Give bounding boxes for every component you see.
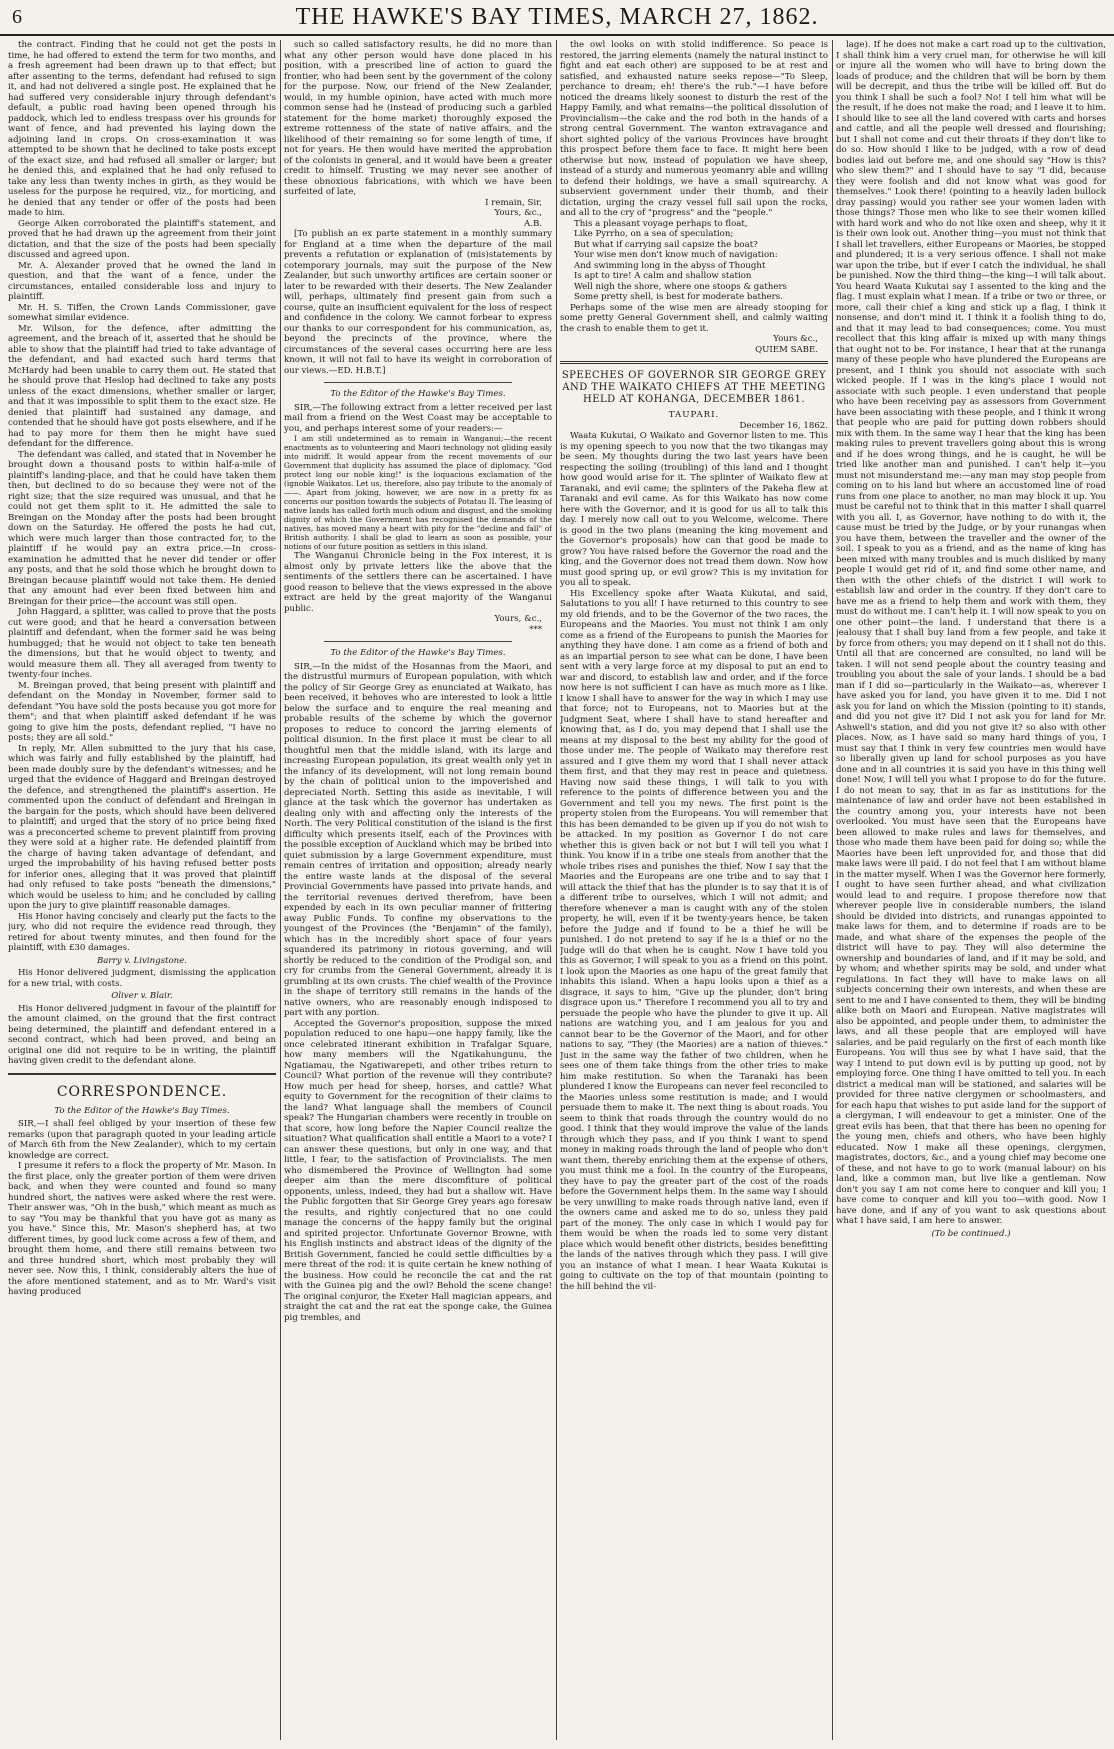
dateline-date: December 16, 1862. [739,420,828,431]
paragraph: Mr. A. Alexander proved that he owned the land in question, and that the want of a fence, under the circumstances, entailed considerable loss and injury to plaintiff. [8,260,276,302]
verse-line: Some pretty shell, is best for moderate bathers. [574,292,783,302]
verse-line: Your wise men don't know much of navigation: [574,250,778,260]
paragraph: His Honor delivered judgment in favour of the plaintiff for the amount claimed, on the ground that the first contract being determined, the plaintiff and defendant entered in a second contract, which had been proved, and being an original one did not require to be in writing, the plaintiff having given credit to the defendant alone. [8,1003,276,1066]
verse-line: This a pleasant voyage perhaps to float, [574,218,748,229]
letter-heading: To the Editor of the Hawke's Bay Times. [54,1105,230,1116]
paragraph: lage). If he does not make a cart road up to the cultivation, I shall think him a very cruel man, for otherwise he will kill or injure all the women who will have to bring down the loads of produce; and the children that will be born by them will be decrepit, and thus the tribe will be killed off. But do you think I shall be such a fool? No! I tell him what will be the result, if he does not make the road; and I leave it to him. I should like to see all the land covered with carts and horses and cattle, and all the people well dressed and flourishing; but I shall not come and cut their throats if they don't like to do so. How should I like to be judged, with a row of dead bodies laid out before me, and one should say "How is this? who slew them?" and I should have to say "I did, because they were foolish and did not know what was good for themselves." Look there! (pointing to a heavily laden bullock dray passing) would you rather see your women laden with those things? Those men who like to see their women killed with hard work and who do not like oxen and sheep, why it it is their own look out. Another thing—you must not think that I shall let travellers, either Europeans or Maories, be stopped and plundered; it is a very serious offence. I shall not make war upon the tribe, but if ever I catch the individual, he shall be punished. Now the third thing—the king—I will talk about. You heard Waata Kukutai say I assented to the king and the flag. I must explain what I mean. If a tribe or two or three, or more, call their chief a king and stick up a flag, I think it nonsense, and don't mind it. I think it a foolish thing to do, and that it may lead to bad consequences; come. You must recollect that this king affair is mixed up with many things that ought not to be. For instance, I hear that at the runanga many of these people who have plundered the Europeans are present, and I think you should not associate with such wicked people. If I was in the king's place I would not associate with such people. I even understand that people who have been receiving pay as assessors from Government have been associating with these people, and I think it wrong that people who are paid for putting down robbers should mix with them. In the same way I hear that the king has been making rules to prevent travellers going about this is wrong and if he does wrong things, and he is caught, he will be tried like another man and punished. I can't help it—you must not misunderstand me:—any man may stop people from coming on to his land but where an accustomed line of road runs from one place to another, no man may block it up. You must be careful not to think that in this matter I shall quarrel with you all. I, as Governor, have nothing to do with it, the cause must be tried by the Judge, or by your runangas when you have them, between the traveller and the owner of the soil. I speak to you as a friend, and as the name of king has been mixed with many troubles and is much disliked by many people I would get rid of it, and find some other name, and then with the other chiefs of the district I will work to establish law and order in the country. If they don't care to have me as a friend to help them and work with them, they must do without me. I can't help it. I will now speak to you on one other point—the land. I understand that there is a jealousy that I shall buy land from a few people, and take it by force from others; you may depend on it I shall not do this. Until all that are concerned are consulted, no land will be taken. I will not send people about the country teasing and troubling you about the sale of your lands. I should be a bad man if I did so—particularly in the Waikato—as, wherever I have asked you for land, you have given it to me. Did I not ask you for land on which the Mission (pointing to it) stands, and did you not give it? Did I not ask you for land for Mr. Ashwell's station, and did you not give it? so also with other places. Now, as I have said so many hard things of you, I must say that I think in very few countries men would have so liberally given up land for school purposes as you have done and in all countries it is said you have in this thing well done! Now, I will tell you what I propose to do for the future. I do not mean to say, that in as far as institutions for the maintenance of law and order have not been established in the country among you, your interests have not been overlooked. You must have seen that the Europeans have been allowed to make rules and laws for themselves, and those who made them have been paid for doing so; while the Maories have been left unprovided for, and those that did make laws were ill paid. I do not feel that I am without blame in the matter myself. When I was the Governor here formerly, I ought to have seen further ahead, and what civilization would lead to and require. I propose therefore now that wherever people live in considerable numbers, the island should be divided into districts, and runangas appointed to make laws for them, and to determine if roads are to be made, and what share of the expenses the people of the district will have to pay. They will also determine the ownership and boundaries of land, and if it may be sold, and by whom; and whether spirits may be sold, and under what regulations. In fact they will have to make laws on all subjects concerning their own interests, and when these are sent to me and I have consented to them, they will be binding alike both on Maori and European. Native magistrates will also be appointed, and people under them, to administer the laws, and all these people that are employed will have salaries, and be paid regularly on the first of each month like Europeans. You will thus see by what I have said, that the way I intend to put down evil is by putting up good, not by employing force. One thing I have omitted to tell you. In each district a medical man will be stationed, and salaries will be provided for three native clergymen or schoolmasters, and for each hapu that wishes to put aside land for the support of a clergyman, I will endeavour to get a minister. One of the great evils has been, that that there has been no opening for the young men, chiefs and others, who have been highly educated. Now I make all these openings, clergymen, magistrates, doctors, &c., and a young chief may become one of these, and not have to go to work (manual labour) on his land, like a common man, but live like a gentleman. Now don't you say I am not come here to conquer and kill you; I have come to conquer and kill you too—with good. Now I have done, and if any of you want to ask questions about what I have said, I am here to answer. [836,40,1106,1226]
column-3 [560,40,828,1740]
signature-line: Yours &c., [773,334,818,344]
divider [324,382,512,383]
dateline-place: TAUPARI. [668,410,720,420]
paragraph: such so called satisfactory results, he did no more than what any other person would have done placed in his position, with a prescribed line of action to guard the frontier, who had been sent by the government of the colony for the purpose. Now, our friend of the New Zealander, would, in my humble opinion, have acted with much more common sense had he (instead of producing such a garbled statement for the home market) thoroughly exposed the extreme rottenness of the state of native affairs, and the likelihood of their remaining so for some length of time, if not for years. He then would have merited the approbation of the colonists in general, and it would have been a greater credit to himself. Trusting we may never see another of these obnoxious fabrications, with which we have been surfeited of late, [284,40,552,197]
paragraph: The defendant was called, and stated that in November he brought down a thousand posts to within half-a-mile of plaintiff's landing-place, and that he could have taken them then, but declined to do so because they were not of the right size; that the size required was unusual, and that he could not get them split to it. He admitted the sale to Breingan on the Monday after the posts had been brought down on the Saturday. He offered the posts he had cut, which were much larger than those contracted for, to the plaintiff if he would pay an extra price.—In cross-examination he admitted that he never did tender or offer any posts, and that he sold those which he brought down to Breingan because plaintiff would not take them. He denied that any amount had ever been fixed between him and Breingan for their price—the account was still open. [8,449,276,607]
column-4 [836,40,1106,1740]
paragraph: SIR,—The following extract from a letter received per last mail from a friend on the West Coast may be acceptable to you, and perhaps interest some of your readers:— [284,402,552,434]
letter-extract: I am still undetermined as to remain in Wanganui;—the recent enactments as to volunteering and Maori technology not gliding easily into midriff. It would appear from the recent movements of our Government that duplicity has assumed the place of diplomacy. "God protect long our noble king!" is the loquacious exclamation of the (ignoble Waikatos. Let us, therefore, also pay tribute to the anomaly of ——. Apart from joking, however, we are now in a pretty fix as concerns our position towards the subjects of Potatau II. The leasing of native lands has called forth much odium and disgust, and the smoking dignity of which the Government has recognised the demands of the natives, has moved many a heart with pity for the "decline and fall" of British authority. I shall be glad to learn as soon as possible, your notions of our future position as settlers in this island. [284,434,552,551]
column-1 [8,40,276,1740]
editor-note: [To publish an ex parte statement in a monthly summary for England at a time when the departure of the mail prevents a refutation or explanation of (mis)statements by cotemporary journals, may suit the purpose of the New Zealander, but such unworthy artifices are certain sooner or later to be rewarded with their deserts. The New Zealander will, perhaps, ultimately find present gain from such a course, quite an insufficient equivalent for the loss of respect and confidence in the colony. We cannot forbear to express our thanks to our correspondent for his communication, as, beyond the precincts of the province, where the circumstances of the several cases occurring here are less known, it will not fail to have its weight in corroboration of our views.—ED. H.B.T.] [284,229,552,376]
verse-line: Like Pyrrho, on a sea of speculation; [574,229,734,239]
letter-heading: To the Editor of the Hawke's Bay Times. [330,648,506,658]
paragraph: In reply, Mr. Allen submitted to the jury that his case, which was fairly and fully established by the plaintiff, had been made doubly sure by the defendant's witnesses; and he urged that the evidence of Haggard and Breingan destroyed the defence, and strengthened the plaintiff's assertion. He commented upon the conduct of defendant and Breingan in the bargain for the posts, which should have been delivered to plaintiff; and urged that the story of no price being fixed was a preconcerted scheme to prevent plaintiff from proving they were sold at a higher rate. He defended plaintiff from the charge of having taken advantage of defendant, and urged the improbability of his having refused better posts for inferior ones, alleging that it was proved that plaintiff had only refused to take posts "beneath the dimensions," which would be useless to him; and he concluded by calling upon the jury to give plaintiff reasonable damages. [8,743,276,911]
paragraph: John Haggard, a splitter, was called to prove that the posts cut were good; and that he heard a conversation between plaintiff and defendant, when the former said he was being humbugged; that he would not object to take ten beneath the dimensions, but that he would object to twenty, and would measure them all. They all averaged from twenty to twenty-four inches. [8,607,276,680]
paragraph: His Honor having concisely and clearly put the facts to the jury, who did not require the evidence read through, they retired for about twenty minutes, and then found for the plaintiff, with £30 damages. [8,911,276,953]
paragraph: the owl looks on with stolid indifference. So peace is restored, the jarring elements (namely the natural instinct to fight and eat each other) are supposed to be at rest and satisfied, and exhausted nature seeks repose—"To Sleep, perchance to dream; eh! there's the rub."—I have before noticed the dreams likely soonest to disturb the rest of the Happy Family, and what remains—the political dissolution of Provincialism—the cake and the rod both in the hands of a strong central Government. The wanton extravagance and short sighted policy of the various Provinces have brought this prospect before them face to face. It might here been otherwise but now, instead of population we have sheep, instead of a sturdy and numerous yeomanry able and willing to defend their holdings, we have a small squirearchy. A subservient government under their thumb, and their dictation, urging the crazy vessel full sail upon the rocks, and all to the cry of "progress" and the "people." [560,40,828,218]
paragraph: M. Breingan proved, that being present with plaintiff and defendant on the Monday in November, former said to defendant "You have sold the posts because you got more for them"; and that when plaintiff asked defendant if he was going to give him the posts, defendant replied, "I have no posts; they are all sold." [8,680,276,743]
paragraph: Waata Kukutai, O Waikato and Governor listen to me. This is my opening speech to you now that the two tikangas may be seen. My thoughts during the two last years have been respecting the soiling (troubling) of this land and I thought how good would arise for it. The splinter of Waikato flew at Taranaki, and evil came; the splinters of the Pakeha flew at Taranaki and evil came. As for this Waikato has now come here with the Governor, and it is good for us all to talk this day. I merely now call out to you Welcome, welcome. There is good in the two plans (meaning the king movement and the Governor's proposals) how can that good be made to grow? You have raised before the Governor the road and the king, and the Governor does not tread them down. Now how must good spring up, or evil grow? This is my invitation for you all to speak. [560,431,828,588]
paragraph: The Wanganui Chronicle being in the Fox interest, it is almost only by private letters like the above that the sentiments of the settlers there can be ascertained. I have good reason to believe that the views expressed in the above extract are held by the great majority of the Wanganui public. [284,551,552,614]
verse-line: And swimming long in the abyss of Thought [574,260,766,271]
continued-note: (To be continued.) [931,1228,1011,1239]
column-rule [832,40,833,1740]
masthead [0,0,1114,36]
speech-heading: SPEECHES OF GOVERNOR SIR GEORGE GREY AND THE WAIKATO CHIEFS AT THE MEETING HELD AT KOHANGA, DECEMBER 1861. [561,370,827,405]
verse-line: But what if carrying sail capsize the boat? [574,239,758,250]
paragraph: Accepted the Governor's proposition, suppose the mixed population reduced to one hapu—one happy family, like the once celebrated itinerant exhibition in Trafalgar Square, how many members will the Ngatikahungunu, the Ngatiamau, the Ngatiwarepeti, and other tribes return to Council? What portion of the revenue will they contribute? How much per head for sheep, horses, and cattle? What equity to Government for the recognition of their claims to the land? What language shall the members of Council speak? The Hungarian chambers were recently in trouble on that score, how long before the Napier Council realize the situation? What qualification shall entitle a Maori to a vote? I can answer these questions, but only in one way, and that little, I fear, to the satisfaction of Provincialists. The men who dismembered the Province of Wellington had some deeper aim than the mere discomfiture of political opponents, unless, indeed, they had but a shallow wit. Have the Public forgotten that Sir George Grey years ago foresaw the results, and rightly conjectured that no one could manage the concerns of the happy family but the original and spirited projector. Unfortunate Governor Browne, with his English instincts and abstract ideas of the dignity of the British Government, fancied he could settle difficulties by a mere threat of the rod: it is quite certain he knew nothing of the business. How could he reconcile the cat and the rat with the Guinea pig and the owl? Behold the scene change! The original conjuror, the Exeter Hall magician appears, and straight the cat and the rat eat the sponge cake, the Guinea pig trembles, and [284,1018,552,1323]
signature-name: A.B. [524,218,542,229]
paragraph: George Aiken corroborated the plaintiff's statement, and proved that he had drawn up the agreement from their joint dictation, and that the size of the posts had been specially discussed and agreed upon. [8,218,276,260]
column-2 [284,40,552,1740]
verse-line: Is apt to tire! A calm and shallow station [574,271,752,281]
signature-line: Yours, &c., [494,208,542,218]
paragraph: the contract. Finding that he could not get the posts in time, he had offered to extend the term for two months, and a fresh agreement had been drawn up to that effect; but after assenting to the terms, defendant had refused to sign it, and had not delivered a single post. He explained that he had suffered very considerable injury through defendant's default, a public road having been opened through his paddock, which led to endless trespass over his grounds for want of fence, and had prevented his laying down the adjoining land in crops. On cross-examination it was attempted to be shown that he declined to take posts except of the exact size, and had refused all smaller or larger; but he denied this, and explained that he had only refused to take any less than twenty inches in girth, as they would be useless for the purpose he required, viz., for morticing, and he denied that any tender or offer of the posts had been made to him. [8,40,276,218]
verse-line: Well nigh the shore, where one stoops & gathers [574,281,787,292]
signature-line: I remain, Sir, [485,197,542,208]
correspondence-heading: CORRESPONDENCE. [8,1073,276,1101]
signature-name: QUIEM SABE. [755,344,818,355]
case-title: Oliver v. Blair. [111,991,173,1001]
signature-line: Yours, &c., [494,614,542,624]
paragraph: I presume it refers to a flock the property of Mr. Mason. In the first place, only the greater portion of them were driven back, and when they were counted and found so many hundred short, the natives were asked where the rest were. Their answer was, "Oh in the bush," which meant as much as to say "You may be thankful that you have got as many as you have." Since this, Mr. Mason's shepherd has, at two different times, by good luck come across a few of them, and brought them home, and there still remains between two and three hundred short, which most probably they will never see. Now this, I think, considerably alters the hue of the afore mentioned statement, and as to Mr. Ward's visit having produced [8,1161,276,1297]
paragraph: His Honor delivered judgment, dismissing the application for a new trial, with costs. [8,968,276,989]
paragraph: SIR,—In the midst of the Hosannas from the Maori, and the distrustful murmurs of European population, with which the policy of Sir George Grey as enunciated at Waikato, has been received, it behoves who are interested to look a little below the surface and to enquire the real meaning and probable results of the scheme by which the governor proposes to reduce to concord the jarring elements of political disunion. In the first place it must be clear to all thoughtful men that the middle island, with its large and increasing European population, its great wealth only yet in the infancy of its development, will not long remain bound by the chain of political union to the impoverished and depreciated North. Setting this aside as inevitable, I will glance at the task which the governor has undertaken as dealing only with and affecting only the interests of the North. The very Political constitution of the island is the first difficulty which presents itself, each of the Provinces with the possible exception of Auckland which may be bribed into quiet submission by a large Government expenditure, must remain centres of irritation and opposition; already nearly the entire waste lands at the disposal of the several Provincial Governments have passed into private hands, and the territorial revenues derived therefrom, have been expended by each in its own peculiar manner of frittering away Public Funds. To confine my observations to the youngest of the Provinces (the "Benjamin" of the family), which has in the incredibly short space of four years squandered its patrimony in riotous governing, and will shortly be reduced to the condition of the Prodigal son, and cry for crumbs from the General Government, already it is grumbling at its own crusts. The chief wealth of the Province in the shape of territory still remains in the hands of the native owners, who are reasonably enough indisposed to part with any portion. [284,661,552,1018]
paragraph: Mr. H. S. Tiffen, the Crown Lands Commissioner, gave somewhat similar evidence. [8,302,276,323]
page-number: 6 [12,6,22,28]
paragraph: Perhaps some of the wise men are already stooping for some pretty General Government shell, and calmly waiting the crash to enable them to get it. [560,302,828,334]
column-rule [280,40,281,1740]
signature-name: *** [529,624,542,635]
divider [560,361,828,364]
letter-heading: To the Editor of the Hawke's Bay Times. [330,389,506,399]
paragraph: Mr. Wilson, for the defence, after admitting the agreement, and the breach of it, asserted that he should be able to show that the plaintiff had tried to take advantage of the defendant, and had exacted such hard terms that McHardy had been unable to carry them out. He stated that he should prove that Heslop had declined to take any posts unless of the exact dimensions, whether smaller or larger, and that it was impossible to split them to the exact size. He denied that plaintiff had sustained any damage, and contended that he should have got posts elsewhere, and if he had to pay more for them then he might have sued defendant for the difference. [8,323,276,449]
divider [324,641,512,642]
column-rule [556,40,557,1740]
case-title: Barry v. Livingstone. [96,955,188,966]
paragraph: His Excellency spoke after Waata Kukutai, and said, Salutations to you all! I have returned to this country to see my old friends, and to be the Governor of the two races, the Europeans and the Maories. You must not think I am only come as a friend of the Europeans to punish the Maories for anything they have done. I am come as a friend of both and as an impartial person to see what can be done, I have been sent with a very large force at my disposal to put an end to war and discord, to establish law and order, and if the force now here is not sufficient I can have as much more as I like. I know I shall have to answer for the way in which I may use that force; not to Europeans, not to Maories but at the Judgment Seat, where I shall have to stand hereafter and knowing that, as I do, you may depend that I shall use the means at my disposal to the best my ability for the good of those under me. The people of Waikato may therefore rest assured and I give them my word that I shall never attack them first, and that they may rest in peace and quietness. Having now said these things, I will talk to you with reference to the points of difference between you and the Government and tell you my news. The first point is the property stolen from the Europeans. You will remember that this has been demanded to be given up if you do not wish to be attacked. In my position as Governor I do not care whether this is given back or not but I will tell you what I think. You know if in a tribe one steals from another that the whole tribes rises and punishes the thief. Now I say that the Maories and the Europeans are one tribe and to say that I will attack the thief that has the plunder is to say that it is of a different tribe to ourselves, which I will not admit; and therefore whenever a man is caught with any of the stolen property, he will, even if it be twenty-years hence, be taken before the Judge and if found to be a thief he will be punished. I do not pretend to say if he is a thief or no the Judge will do that when he is caught. Now I have told you this as Governor, I will speak to you as a friend on this point. I look upon the Maories as one hapu of the great family that inhabits this island. When a hapu looks upon a thief as a disgrace, it says to him, "Give up the plunder, don't bring disgrace upon us." Therefore I recommend you all to try and persuade the people who have the plunder to give it up. All nations are watching you, and I am jealous for you and cannot bear to be the Governor of the Maori, and for other nations to say, "They (the Maories) are a nation of thieves." Just in the same way the father of two children, when he sees one of them take things from the other tries to make him make restitution. So when the Taranaki has been plundered I know the Europeans can never feel reconciled to the Maories unless some restitution is made; and I would persuade them to make it. The next thing is about roads. You seem to think that roads through the country would do no good. I think that they would improve the value of the lands through which they pass, and if you think I want to spend money in making roads through the land of people who don't want them, thereby enriching them at the expense of others, you must think me a fool. In the country of the Europeans, they have to pay the greater part of the cost of the roads before the Government helps them. In the same way I should be very unwilling to make roads through native land, even if the owners came and asked me to do so, unless they paid part of the money. The only case in which I would pay for them would be when the roads led to some very distant place which would benefit other districts, besides benefitting the lands of the natives through which they pass. I will give you an instance of what I mean. I hear Waata Kukutai is going to cultivate on the top of that mountain (pointing to the hill behind the vil- [560,588,828,1292]
newspaper-title: THE HAWKE'S BAY TIMES, MARCH 27, 1862. [295,4,819,30]
paragraph: SIR,—I shall feel obliged by your insertion of these few remarks (upon that paragraph quoted in your leading article of March 6th from the New Zealander), which to my certain knowledge are correct. [8,1119,276,1161]
